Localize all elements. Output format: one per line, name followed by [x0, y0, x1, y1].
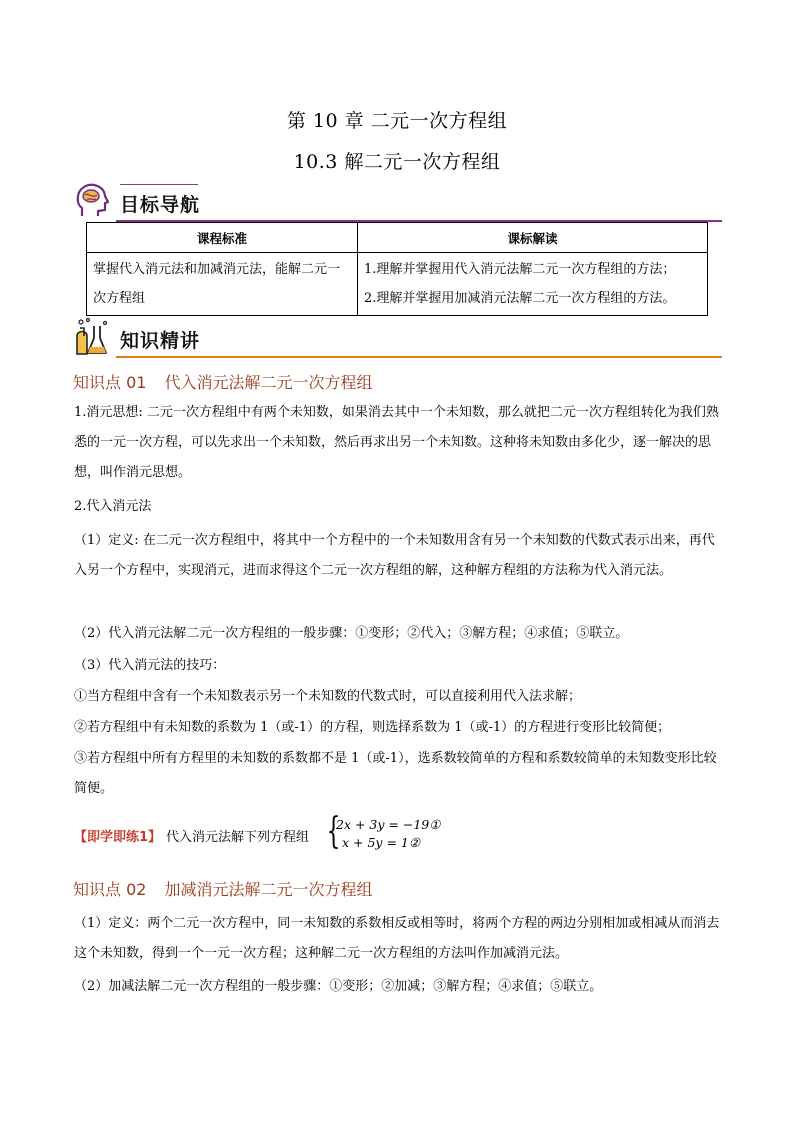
knowledge-point-2-heading — [73, 877, 390, 900]
paragraph: ③若方程组中所有方程里的未知数的系数都不是 1（或-1），选系数较简单的方程和系数较简单的未知数变形比较简便。 — [74, 751, 717, 796]
header-underline — [116, 356, 722, 358]
paragraph: （3）代入消元法的技巧： — [74, 658, 226, 673]
section-title: 10.3 解二元一次方程组 — [293, 151, 501, 173]
paragraph: （2）代入消元法解二元一次方程组的一般步骤：①变形；②代入；③解方程；④求值；⑤联立。 — [74, 626, 629, 641]
table-cell-standard: 掌握代入消元法和加减消元法，能解二元一次方程组 — [87, 253, 358, 316]
practice-tag: 【即学即练1】 — [74, 830, 162, 845]
knowledge-section-header — [72, 316, 722, 358]
practice-text: 代入消元法解下列方程组 — [166, 830, 310, 845]
paragraph: （1）定义：两个二元一次方程中，同一未知数的系数相反或相等时，将两个方程的两边分别相加或相减从而消去这个未知数，得到一个一元一次方程；这种解二元一次方程组的方法叫作加减消元法。 — [74, 916, 720, 961]
paragraph: （1）定义: 在二元一次方程组中，将其中一个方程中的一个未知数用含有另一个未知数的代数式表示出来，再代入另一个方程中，实现消元，进而求得这个二元一次方程组的解，这种解方程组的方法称为代入消元法。 — [74, 533, 715, 578]
kp-title: 加减消元法解二元一次方程组 — [164, 880, 373, 899]
equation-system — [322, 811, 442, 855]
paragraph: ①当方程组中含有一个未知数表示另一个未知数的代数式时，可以直接利用代入法求解； — [74, 689, 582, 704]
paragraph: 2.代入消元法 — [74, 499, 152, 514]
chapter-title: 第 10 章 二元一次方程组 — [286, 110, 508, 132]
header-accent-line — [120, 184, 198, 185]
equation-2: x + 5y = 1② — [342, 835, 421, 850]
paragraph: （2）加减法解二元一次方程组的一般步骤：①变形；②加减；③解方程；④求值；⑤联立。 — [74, 979, 603, 994]
kp-number: 知识点 02 — [73, 880, 147, 899]
head-brain-icon — [72, 180, 112, 220]
kp-number: 知识点 01 — [73, 373, 147, 392]
knowledge-point-1-heading — [73, 370, 390, 393]
knowledge-section-title: 知识精讲 — [120, 330, 201, 352]
curriculum-table — [86, 222, 708, 316]
equation-1: 2x + 3y = −19① — [336, 817, 441, 832]
table-header-standard: 课程标准 — [87, 223, 358, 253]
paragraph: ②若方程组中有未知数的系数为 1（或-1）的方程，则选择系数为 1（或-1）的方程进行变形比较简便； — [74, 720, 671, 735]
goal-section-header — [72, 180, 722, 222]
reading-item: 1.理解并掌握用代入消元法解二元一次方程组的方法； — [364, 262, 676, 277]
table-cell-reading — [358, 253, 708, 316]
goal-section-title: 目标导航 — [120, 194, 201, 216]
lab-flask-icon — [72, 316, 112, 356]
brace-icon: { — [326, 811, 341, 852]
reading-item: 2.理解并掌握用加减消元法解二元一次方程组的方法。 — [364, 291, 676, 306]
paragraph: 1.消元思想: 二元一次方程组中有两个未知数，如果消去其中一个未知数，那么就把二元一次方程组转化为我们熟悉的一元一次方程，可以先求出一个未知数，然后再求出另一个未知数。这种将未知数由多化少，逐一解决的思想，叫作消元思想。 — [74, 405, 719, 480]
kp-title: 代入消元法解二元一次方程组 — [164, 373, 373, 392]
table-header-reading: 课标解读 — [358, 223, 708, 253]
